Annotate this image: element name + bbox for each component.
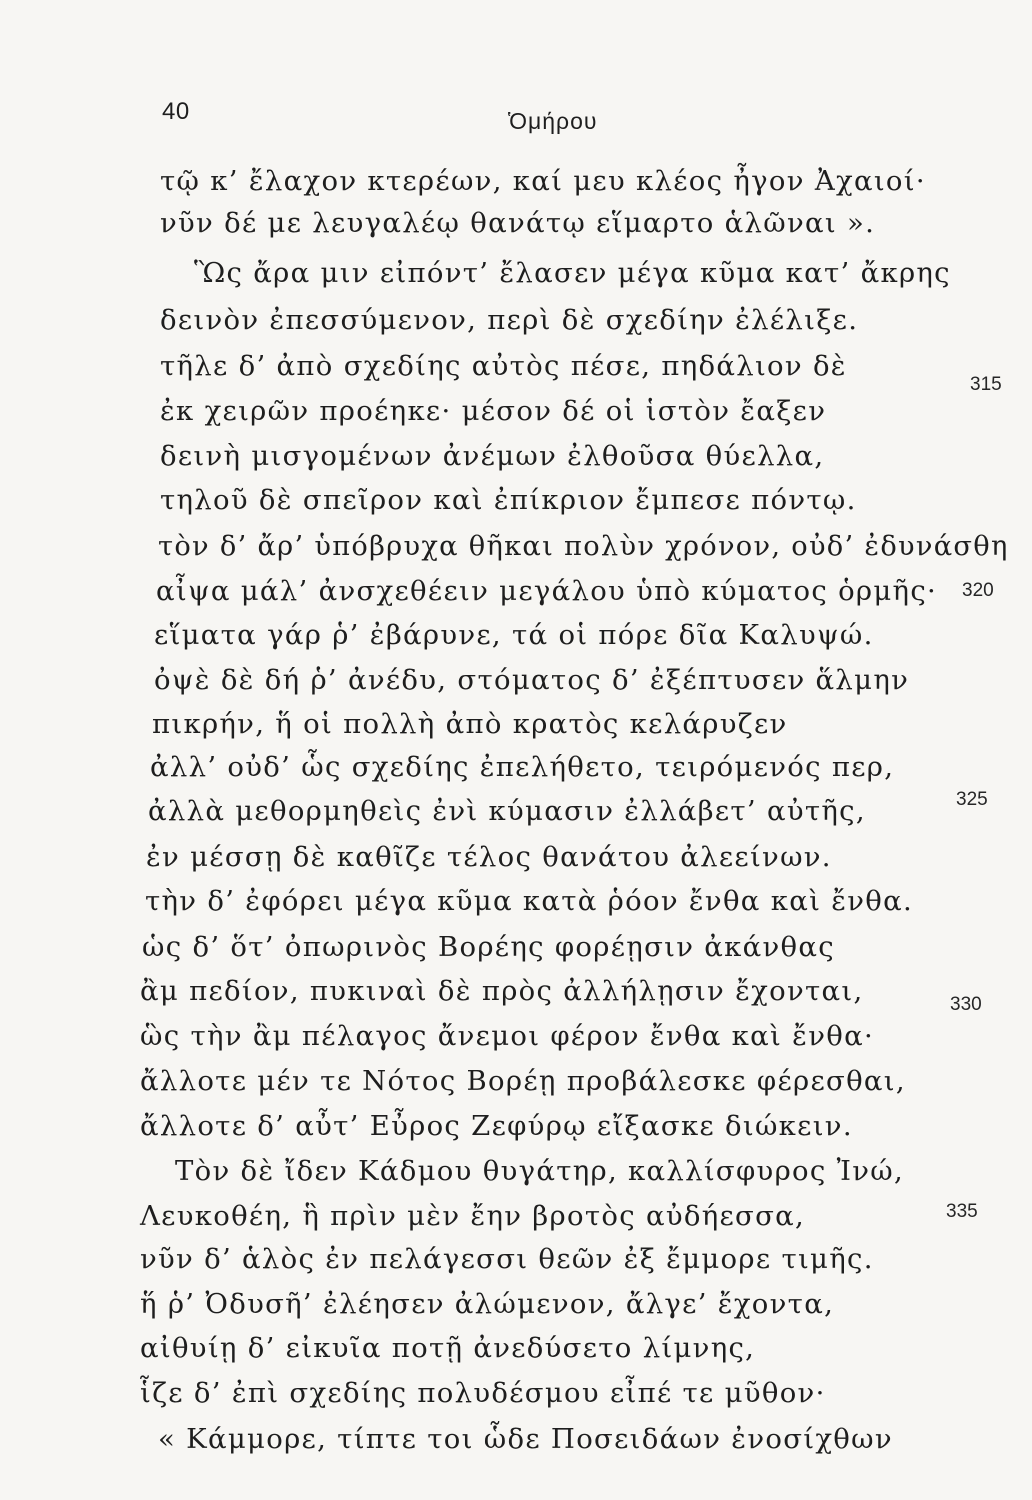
verse-line: νῦν δ’ ἁλὸς ἐν πελάγεσσι θεῶν ἐξ ἔμμορε τιμῆς. <box>140 1243 874 1275</box>
page-number: 40 <box>162 98 190 125</box>
line-number: 320 <box>962 580 994 601</box>
verse-line: ἐν μέσσῃ δὲ καθῖζε τέλος θανάτου ἀλεείνων. <box>146 841 832 873</box>
verse-line: ἄλλοτε μέν τε Νότος Βορέῃ προβάλεσκε φέρεσθαι, <box>140 1065 906 1097</box>
verse-line: Τὸν δὲ ἴδεν Κάδμου θυγάτηρ, καλλίσφυρος Ἰνώ, <box>175 1155 905 1187</box>
verse-line: αἰθυίῃ δ’ εἰκυῖα ποτῇ ἀνεδύσετο λίμνης, <box>140 1332 756 1364</box>
line-number: 325 <box>956 789 988 810</box>
verse-line: ἐκ χειρῶν προέηκε· μέσον δέ οἱ ἱστὸν ἔαξεν <box>160 395 827 427</box>
line-number: 335 <box>946 1201 978 1222</box>
verse-line: εἵματα γάρ ῥ’ ἐβάρυνε, τά οἱ πόρε δῖα Καλυψώ. <box>154 619 874 651</box>
verse-line: Ὣς ἄρα μιν εἰπόντ’ ἔλασεν μέγα κῦμα κατ’ ἄκρης <box>194 257 951 289</box>
verse-line: ὀψὲ δὲ δή ῥ’ ἀνέδυ, στόματος δ’ ἐξέπτυσεν ἅλμην <box>154 664 910 696</box>
verse-line: δεινὴ μισγομένων ἀνέμων ἐλθοῦσα θύελλα, <box>160 440 825 472</box>
verse-line: ἄλλοτε δ’ αὖτ’ Εὖρος Ζεφύρῳ εἴξασκε διώκειν. <box>140 1110 853 1142</box>
verse-line: τὸν δ’ ἄρ’ ὑπόβρυχα θῆκαι πολὺν χρόνον, οὐδ’ ἐδυνάσθη <box>158 530 1009 562</box>
verse-line: « Κάμμορε, τίπτε τοι ὧδε Ποσειδάων ἐνοσίχθων <box>158 1423 893 1455</box>
verse-line: νῦν δέ με λευγαλέῳ θανάτῳ εἵμαρτο ἁλῶναι ». <box>160 207 876 239</box>
verse-line: ὡς δ’ ὅτ’ ὀπωρινὸς Βορέης φορέῃσιν ἀκάνθας <box>142 931 835 963</box>
verse-line: ἂμ πεδίον, πυκιναὶ δὲ πρὸς ἀλλήλῃσιν ἔχονται, <box>140 975 864 1007</box>
verse-line: τὴν δ’ ἐφόρει μέγα κῦμα κατὰ ῥόον ἔνθα καὶ ἔνθα. <box>145 885 914 917</box>
line-number: 330 <box>950 994 982 1015</box>
verse-line: ὣς τὴν ἂμ πέλαγος ἄνεμοι φέρον ἔνθα καὶ ἔνθα· <box>140 1020 874 1052</box>
line-number: 315 <box>970 374 1002 395</box>
verse-line: ἀλλὰ μεθορμηθεὶς ἐνὶ κύμασιν ἐλλάβετ’ αὐτῆς, <box>148 795 866 827</box>
verse-line: τῆλε δ’ ἀπὸ σχεδίης αὐτὸς πέσε, πηδάλιον δὲ <box>160 350 847 382</box>
verse-line: Λευκοθέη, ἣ πρὶν μὲν ἔην βροτὸς αὐδήεσσα, <box>140 1200 806 1232</box>
verse-line: τῷ κ’ ἔλαχον κτερέων, καί μευ κλέος ἦγον Ἀχαιοί· <box>160 165 926 197</box>
verse-line: ἀλλ’ οὐδ’ ὧς σχεδίης ἐπελήθετο, τειρόμενός περ, <box>150 751 895 783</box>
verse-line: ἷζε δ’ ἐπὶ σχεδίης πολυδέσμου εἶπέ τε μῦθον· <box>140 1377 826 1409</box>
verse-line: ἥ ῥ’ Ὀδυσῆ’ ἐλέησεν ἀλώμενον, ἄλγε’ ἔχοντα, <box>140 1288 835 1320</box>
verse-line: αἶψα μάλ’ ἀνσχεθέειν μεγάλου ὑπὸ κύματος ὁρμῆς· <box>156 575 938 607</box>
running-title: Ὁμήρου <box>508 108 598 134</box>
verse-line: τηλοῦ δὲ σπεῖρον καὶ ἐπίκριον ἔμπεσε πόντῳ. <box>160 484 857 516</box>
verse-line: πικρήν, ἥ οἱ πολλὴ ἀπὸ κρατὸς κελάρυζεν <box>152 708 788 740</box>
verse-line: δεινὸν ἐπεσσύμενον, περὶ δὲ σχεδίην ἐλέλιξε. <box>160 304 859 336</box>
